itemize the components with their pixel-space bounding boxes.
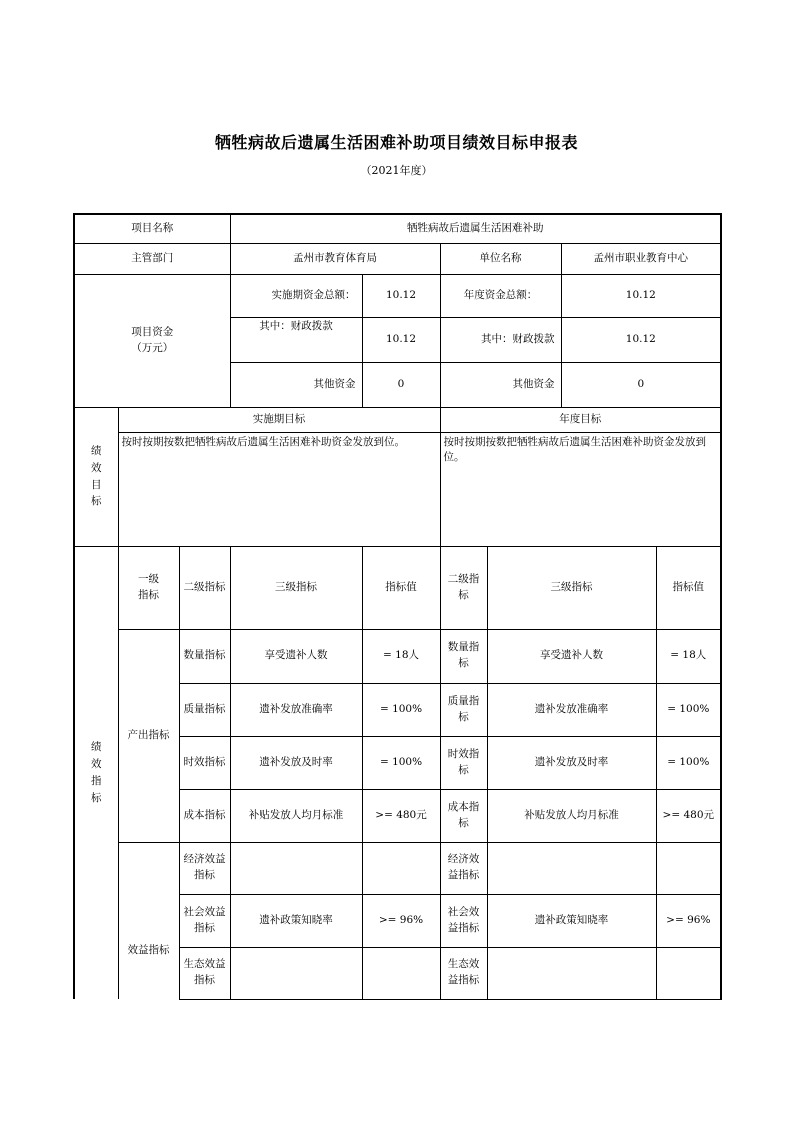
funds-total-label: 实施期资金总额： bbox=[230, 274, 362, 317]
benefit-value-right bbox=[656, 947, 721, 999]
benefit-value bbox=[362, 842, 440, 894]
output-l2-right: 成本指 标 bbox=[440, 789, 487, 842]
period-goal-header: 实施期目标 bbox=[118, 407, 440, 432]
unit-value: 孟州市职业教育中心 bbox=[561, 243, 721, 274]
header-value: 指标值 bbox=[362, 546, 440, 629]
funds-other-value: 0 bbox=[362, 362, 440, 407]
output-value-right: >= 480元 bbox=[656, 789, 721, 842]
funds-annual-label: 年度资金总额： bbox=[440, 274, 561, 317]
benefit-l2: 社会效益 指标 bbox=[179, 894, 230, 947]
output-value: = 100% bbox=[362, 683, 440, 736]
funds-label: 项目资金 （万元） bbox=[74, 274, 230, 407]
benefit-l3 bbox=[230, 842, 362, 894]
header-level2-right: 二级指 标 bbox=[440, 546, 487, 629]
project-name-value: 牺牲病故后遗属生活困难补助 bbox=[230, 214, 721, 243]
period-goal-text: 按时按期按数把牺牲病故后遗属生活困难补助资金发放到位。 bbox=[118, 432, 440, 546]
benefit-l3-right: 遗补政策知晓率 bbox=[487, 894, 656, 947]
output-value-right: = 18人 bbox=[656, 629, 721, 683]
header-value-right: 指标值 bbox=[656, 546, 721, 629]
project-name-label: 项目名称 bbox=[74, 214, 230, 243]
header-level2: 二级指标 bbox=[179, 546, 230, 629]
benefit-l3-right bbox=[487, 842, 656, 894]
benefit-l3-right bbox=[487, 947, 656, 999]
funds-fiscal-label: 其中：财政拨款 bbox=[230, 317, 362, 362]
funds-total-value: 10.12 bbox=[362, 274, 440, 317]
funds-annual-fiscal-value: 10.12 bbox=[561, 317, 721, 362]
funds-annual-fiscal-label: 其中：财政拨款 bbox=[440, 317, 561, 362]
page-title: 牺牲病故后遗属生活困难补助项目绩效目标申报表 bbox=[214, 133, 578, 152]
output-l2-right: 时效指 标 bbox=[440, 736, 487, 789]
output-l2: 质量指标 bbox=[179, 683, 230, 736]
benefit-l2-right: 经济效 益指标 bbox=[440, 842, 487, 894]
output-l2-right: 质量指 标 bbox=[440, 683, 487, 736]
benefit-l2: 经济效益 指标 bbox=[179, 842, 230, 894]
funds-annual-other-value: 0 bbox=[561, 362, 721, 407]
header-level3-right: 三级指标 bbox=[487, 546, 656, 629]
output-value-right: = 100% bbox=[656, 683, 721, 736]
benefit-l3 bbox=[230, 947, 362, 999]
benefit-l2-right: 社会效 益指标 bbox=[440, 894, 487, 947]
output-l3-right: 遗补发放及时率 bbox=[487, 736, 656, 789]
output-value: >= 480元 bbox=[362, 789, 440, 842]
header-level1: 一级 指标 bbox=[118, 546, 179, 629]
output-l3-right: 遗补发放准确率 bbox=[487, 683, 656, 736]
benefit-l3: 遗补政策知晓率 bbox=[230, 894, 362, 947]
output-l3-right: 补贴发放人均月标准 bbox=[487, 789, 656, 842]
dept-label: 主管部门 bbox=[74, 243, 230, 274]
unit-label: 单位名称 bbox=[440, 243, 561, 274]
funds-annual-value: 10.12 bbox=[561, 274, 721, 317]
benefit-value-right bbox=[656, 842, 721, 894]
output-l3: 遗补发放及时率 bbox=[230, 736, 362, 789]
output-indicator-label: 产出指标 bbox=[118, 629, 179, 842]
dept-value: 孟州市教育体育局 bbox=[230, 243, 440, 274]
benefit-value-right: >= 96% bbox=[656, 894, 721, 947]
benefit-value: >= 96% bbox=[362, 894, 440, 947]
page-subtitle: （2021年度） bbox=[360, 164, 433, 177]
output-l3: 补贴发放人均月标准 bbox=[230, 789, 362, 842]
indicators-label: 绩 效 指 标 bbox=[74, 546, 118, 999]
output-value: = 100% bbox=[362, 736, 440, 789]
output-l2: 成本指标 bbox=[179, 789, 230, 842]
funds-annual-other-label: 其他资金 bbox=[440, 362, 561, 407]
output-l3-right: 享受遗补人数 bbox=[487, 629, 656, 683]
funds-other-label: 其他资金 bbox=[230, 362, 362, 407]
benefit-l2-right: 生态效 益指标 bbox=[440, 947, 487, 999]
goals-label: 绩 效 目 标 bbox=[74, 407, 118, 546]
benefit-l2: 生态效益 指标 bbox=[179, 947, 230, 999]
output-l2-right: 数量指 标 bbox=[440, 629, 487, 683]
output-l3: 遗补发放准确率 bbox=[230, 683, 362, 736]
header-level3: 三级指标 bbox=[230, 546, 362, 629]
annual-goal-header: 年度目标 bbox=[440, 407, 721, 432]
performance-table bbox=[73, 213, 722, 1000]
output-l2: 数量指标 bbox=[179, 629, 230, 683]
benefit-value bbox=[362, 947, 440, 999]
funds-fiscal-value: 10.12 bbox=[362, 317, 440, 362]
output-l3: 享受遗补人数 bbox=[230, 629, 362, 683]
benefit-indicator-label: 效益指标 bbox=[118, 842, 179, 999]
output-value: = 18人 bbox=[362, 629, 440, 683]
annual-goal-text: 按时按期按数把牺牲病故后遗属生活困难补助资金发放到位。 bbox=[440, 432, 721, 546]
output-value-right: = 100% bbox=[656, 736, 721, 789]
output-l2: 时效指标 bbox=[179, 736, 230, 789]
